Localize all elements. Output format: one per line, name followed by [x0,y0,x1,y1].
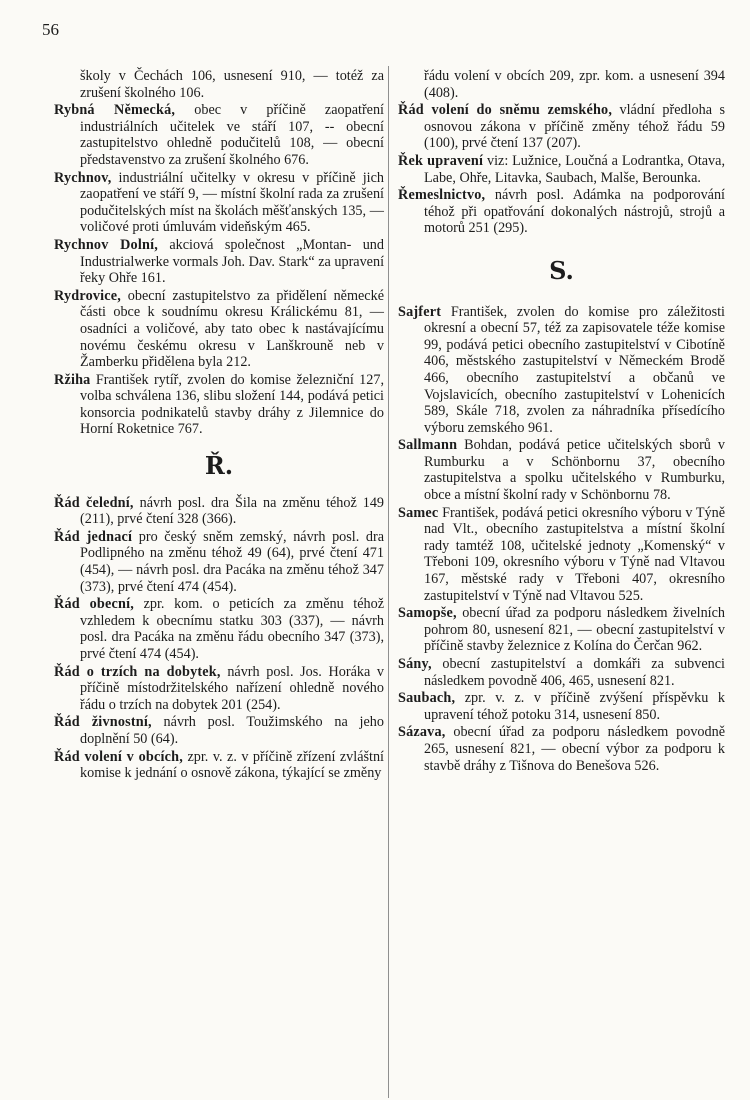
entry-headword: Řád o trzích na dobytek, [54,663,221,680]
index-entry [54,288,384,371]
entry-headword: Samopše, [398,605,457,622]
index-entry [398,724,725,774]
entry-headword: Rychnov, [54,169,112,186]
index-entry [398,102,725,152]
entry-text: obec v příčině zaopatření industriálních učitelek ve stáří 107, -- obecní zastupitelstvo ohledně podučitelů 108, — obecní představenstvo za zrušení školného 676. [80,102,384,168]
entry-headword: Řád čelední, [54,494,134,511]
entry-text: obecní zastupitelství a domkáři za subvenci následkem povodně 406, 465, usnesení 821. [424,656,725,689]
entry-text: obecní úřad za podporu následkem živelních pohrom 80, usnesení 821, — obecní zastupitelství v příčině stavby železnice z Kolína do Čerčan 962. [424,605,725,655]
entry-headword: Řád živnostní, [54,714,152,731]
index-entry [398,153,725,186]
entry-headword: Řád jednací [54,528,133,545]
entry-headword: Samec [398,504,439,521]
index-entry [54,596,384,662]
entry-headword: Rychnov Dolní, [54,236,158,253]
index-entry [54,749,384,782]
index-entry [398,187,725,237]
section-heading: S. [549,255,574,285]
entry-text: obecní zastupitelstvo za přidělení německé části obce k soudnímu okresu Králickému 81, — osadníci a voličové, aby tato obec k nastávajícímu novému českému okresu v Lanškrouně neb v Žamberku přidělena byla 212. [80,287,384,371]
entry-headword: Sallmann [398,437,458,454]
index-entry [398,304,725,437]
entry-text: návrh posl. Toužimského na jeho doplnění 50 (64). [80,714,384,747]
entry-headword: Řád volení v obcích, [54,748,183,765]
entry-text: školy v Čechách 106, usnesení 910, — totéž za zrušení školného 106. [80,68,384,101]
column-divider [388,66,389,1098]
page-number: 56 [42,20,59,39]
entry-text: návrh posl. Adámka na podporování téhož při opatřování dokonalých nástrojů, strojů a motorů 251 (295). [424,187,725,237]
entry-text: obecní úřad za podporu následkem povodně 265, usnesení 821, — obecní výbor za podporu k stavbě dráhy z Tišnova do Benešova 526. [424,724,725,774]
index-entry [54,237,384,287]
entry-headword: Řád volení do sněmu zemského, [398,102,613,119]
entry-text: zpr. kom. o peticích za změnu téhož vzhledem k obecnímu statku 303 (337), — návrh posl. dra Pacáka na změnu řádu obecního 347 (373), prvé čtení 474 (454). [80,596,385,662]
index-entry [398,505,725,605]
index-entry [398,437,725,503]
entry-text: Bohdan, podává petice učitelských sborů v Rumburku a v Schönbornu 37, obecního zastupitelstva a spolku učitelského v Rumburku, obce a místní školní rady v Schönbornu 78. [424,437,725,504]
entry-text: industriální učitelky v okresu v příčině jich zaopatření ve stáří 9, — místní školní rada za zrušení podučitelských míst na školách měšťanských 135, — voličové proti úmluvám videňským 465. [80,169,384,236]
entry-headword: Sány, [398,656,432,672]
entry-headword: Rybná Německá, [54,102,176,119]
index-entry [54,372,384,438]
entry-text: viz: Lužnice, Loučná a Lodrantka, Otava, Labe, Ohře, Litavka, Saubach, Malše, Berounka. [424,152,725,186]
entry-text: řádu volení v obcích 209, zpr. kom. a usnesení 394 (408). [424,68,725,101]
entry-headword: Řemeslnictvo, [398,187,486,204]
index-entry-continued [54,68,384,101]
entry-text: zpr. v. z. v příčině zřízení zvláštní komise k jednání o osnově zákona, týkající se změny [80,748,384,782]
entry-text: návrh posl. dra Šila na změnu téhož 149 (211), prvé čtení 328 (366). [80,494,385,528]
entry-text: pro český sněm zemský, návrh posl. dra Podlipného na změnu téhož 49 (64), prvé čtení 471 (454), — návrh posl. dra Pacáka na změnu téhož 347 (373), prvé čtení 474 (454). [80,528,384,595]
index-entry [54,664,384,714]
entry-text: František, podává petici okresního výboru v Týně nad Vlt., obecního zastupitelstva a místní školní rady tamtéž 108, učitelské jednoty „Komenský“ v Třeboni 109, okresního výboru v Týně nad Vltavou 167, městské rady v Třeboni 407, okresního zastupitelství v Týně nad Vltavou 525. [424,504,725,604]
index-entry [398,656,725,689]
entry-headword: Rydrovice, [54,287,122,304]
section-heading: Ř. [204,451,234,481]
index-entry-continued [398,68,725,101]
entry-text: František rytíř, zvolen do komise železniční 127, volba schválena 136, slibu složení 144, podává petici konsorcia podnikatelů stavby dráhy z Jilemnice do Horní Roketnice 767. [80,371,384,438]
entry-headword: Sázava, [398,724,446,741]
index-entry [398,605,725,655]
entry-text: vládní předloha s osnovou zákona v příčině změny téhož řádu 59 (100), prvé čtení 137 (207). [424,102,725,152]
entry-headword: Řád obecní, [54,596,134,613]
index-entry [54,714,384,747]
index-entry [54,102,384,168]
entry-text: akciová společnost „Montan- und Industrialwerke vormals Joh. Dav. Stark“ za upravení řeky Ohře 161. [80,236,385,287]
entry-headword: Saubach, [398,690,456,707]
index-entry [54,495,384,528]
entry-text: zpr. v. z. v příčině zvýšení příspěvku k upravení téhož potoku 314, usnesení 850. [424,690,725,723]
entry-headword: Řek upravení [398,152,484,169]
right-column [398,68,725,775]
index-entry [54,170,384,236]
entry-headword: Sajfert [398,303,442,320]
index-entry [54,529,384,595]
left-column [54,68,384,783]
entry-text: návrh posl. Jos. Horáka v příčině místodržitelského nařízení ohledně nového řádu o trzích na dobytek 201 (254). [80,663,385,713]
entry-text: František, zvolen do komise pro záležitosti okresní a obecní 57, též za zapisovatele téže komise 99, podává petici obecního zastupitelství v Cibotíně 406, městského zastupitelství v Německém Brodě 466, obecního zastupitelství a občanů ve Vojslavicích, obecního zastupitelství v Lohenicích 589, Skále 718, zvolen za náhradníka přísedícího výboru zemského 961. [424,303,725,436]
entry-headword: Ržiha [54,371,91,388]
index-entry [398,690,725,723]
